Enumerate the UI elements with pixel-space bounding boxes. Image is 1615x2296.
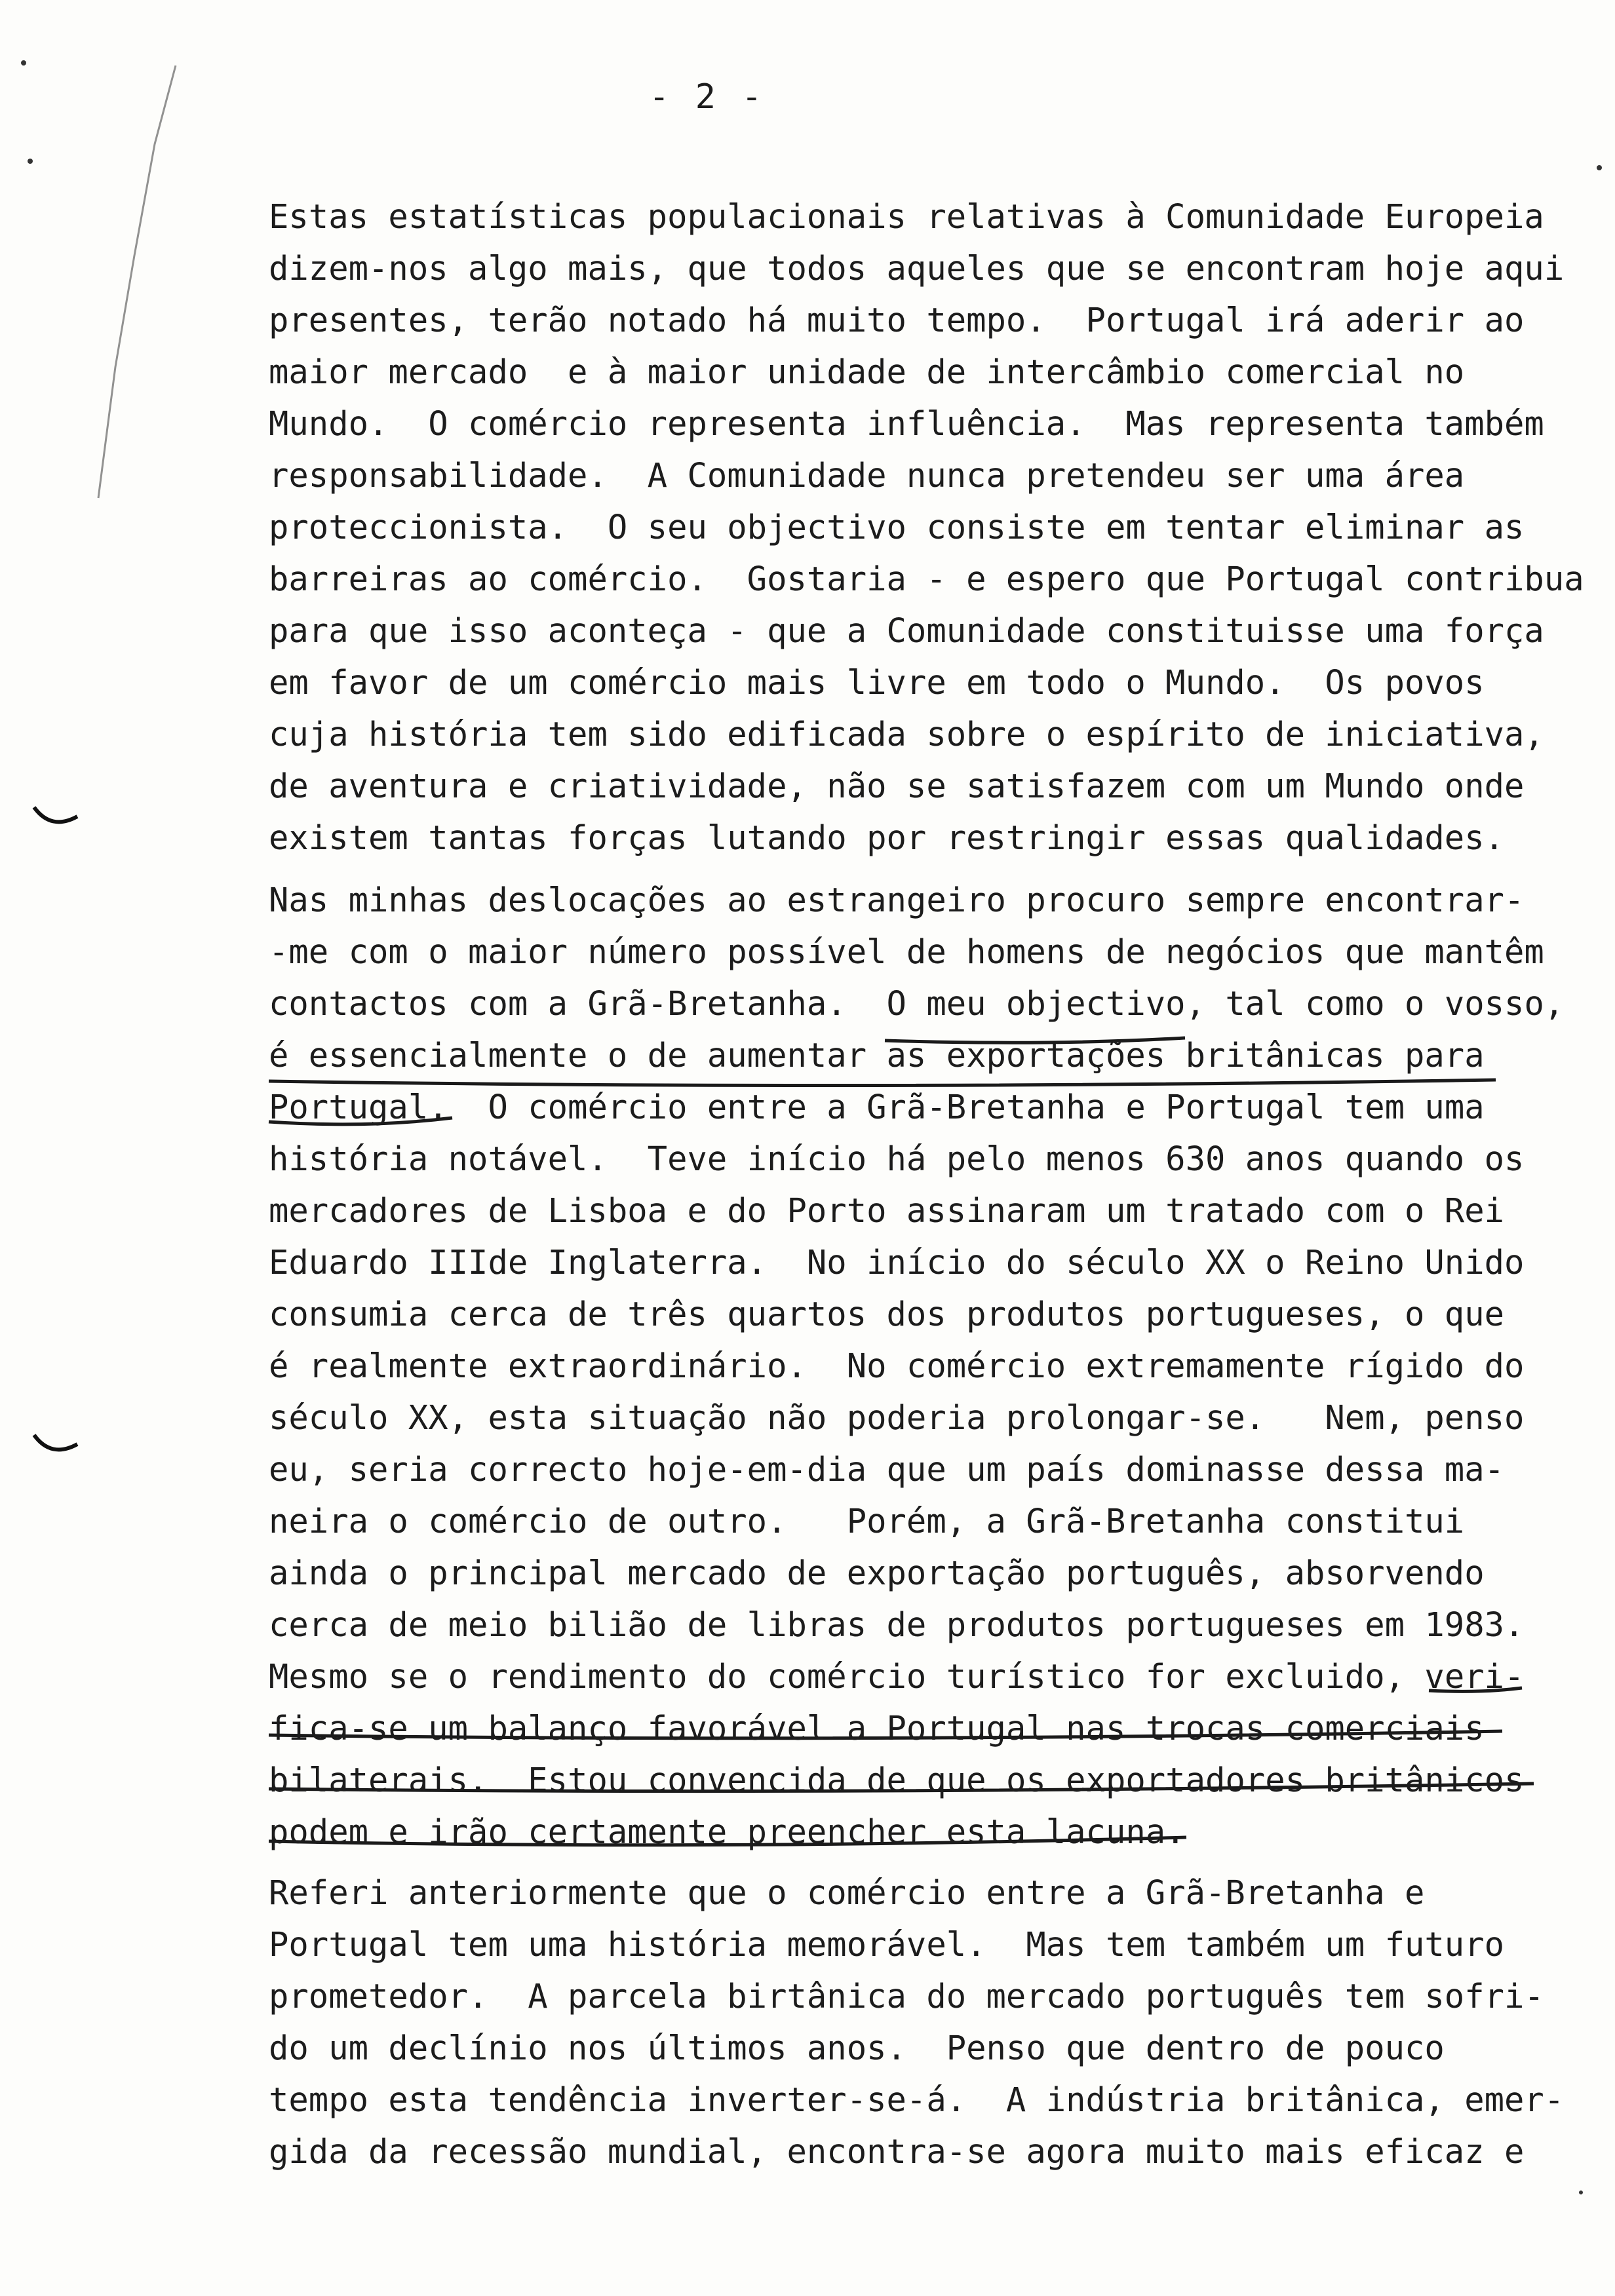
text-line: Estas estatísticas populacionais relativas à Comunidade Europeia [269,197,1544,236]
text-line: consumia cerca de três quartos dos produtos portugueses, o que [269,1295,1505,1333]
underlined-text: Portugal. [269,1088,448,1126]
text-run: contactos com a Grã-Bretanha. [269,984,887,1023]
underlined-text: bilaterais. [269,1761,488,1799]
text-line: existem tantas forças lutando por restringir essas qualidades. [269,818,1505,857]
speck [28,159,33,164]
text-line: neira o comércio de outro. Porém, a Grã-Bretanha constitui [269,1502,1465,1540]
text-line: ainda o principal mercado de exportação português, absorvendo [269,1554,1485,1592]
underlined-text: Estou convencida de que os exportadores britânicos [528,1761,1525,1799]
text-line: é realmente extraordinário. No comércio extremamente rígido do [269,1347,1525,1385]
text-line: do um declínio nos últimos anos. Penso que dentro de pouco [269,2029,1445,2067]
text-line: Portugal tem uma história memorável. Mas tem também um futuro [269,1925,1505,1964]
text-line: Eduardo IIIde Inglaterra. No início do século XX o Reino Unido [269,1243,1525,1282]
text-line: proteccionista. O seu objectivo consiste em tentar eliminar as [269,508,1525,546]
punch-hole-mark-2 [34,1435,77,1449]
text-line: para que isso aconteça - que a Comunidade constituisse uma força [269,611,1544,650]
speck [21,60,26,66]
underlined-text: veri- [1424,1657,1525,1696]
text-line: mercadores de Lisboa e do Porto assinaram um tratado com o Rei [269,1191,1505,1230]
text-line: presentes, terão notado há muito tempo. Portugal irá aderir ao [269,301,1525,339]
text-line: século XX, esta situação não poderia prolongar-se. Nem, penso [269,1398,1525,1437]
text-line: prometedor. A parcela birtânica do mercado português tem sofri- [269,1977,1544,2016]
speck [1597,165,1602,170]
text-line: gida da recessão mundial, encontra-se agora muito mais eficaz e [269,2132,1525,2171]
underlined-text-line: fica-se um balanço favorável a Portugal nas trocas comerciais [269,1709,1485,1748]
text-line [269,1656,1524,1697]
margin-stroke [98,66,176,498]
text-run [488,1761,528,1799]
text-line: Mundo. O comércio representa influência. Mas representa também [269,404,1544,443]
text-line: Nas minhas deslocações ao estrangeiro procuro sempre encontrar- [269,881,1525,919]
text-line: responsabilidade. A Comunidade nunca pretendeu ser uma área [269,456,1465,495]
text-line: barreiras ao comércio. Gostaria - e espero que Portugal contribua [269,560,1584,598]
text-line: cuja história tem sido edificada sobre o espírito de iniciativa, [269,715,1544,754]
punch-hole-mark-1 [34,807,77,822]
page-number: - 2 - [649,77,765,117]
text-line: eu, seria correcto hoje-em-dia que um país dominasse dessa ma- [269,1450,1505,1489]
text-run: , tal como o vosso, [1185,984,1565,1023]
text-line: dizem-nos algo mais, que todos aqueles que se encontram hoje aqui [269,249,1565,288]
text-run: O comércio entre a Grã-Bretanha e Portugal tem uma [448,1088,1485,1126]
text-line: em favor de um comércio mais livre em todo o Mundo. Os povos [269,663,1485,702]
underlined-text: O meu objectivo [886,984,1186,1023]
underline-mark [269,1080,1496,1086]
text-line: Referi anteriormente que o comércio entre a Grã-Bretanha e [269,1873,1425,1912]
underlined-text-line: é essencialmente o de aumentar as exportações britânicas para [269,1036,1485,1075]
underlined-text-line: podem e irão certamente preencher esta lacuna. [269,1812,1186,1851]
text-line: cerca de meio bilião de libras de produtos portugueses em 1983. [269,1605,1525,1644]
text-line: tempo esta tendência inverter-se-á. A indústria britânica, emer- [269,2080,1565,2119]
text-line: maior mercado e à maior unidade de intercâmbio comercial no [269,353,1465,391]
speck [1579,2191,1583,2194]
text-line: -me com o maior número possível de homens de negócios que mantêm [269,932,1544,971]
text-line [269,1760,1524,1801]
text-line: de aventura e criatividade, não se satisfazem com um Mundo onde [269,767,1525,805]
text-line: história notável. Teve início há pelo menos 630 anos quando os [269,1139,1525,1178]
text-line [269,984,1564,1024]
text-run: Mesmo se o rendimento do comércio turístico for excluido, [269,1657,1425,1696]
text-line [269,1087,1485,1128]
